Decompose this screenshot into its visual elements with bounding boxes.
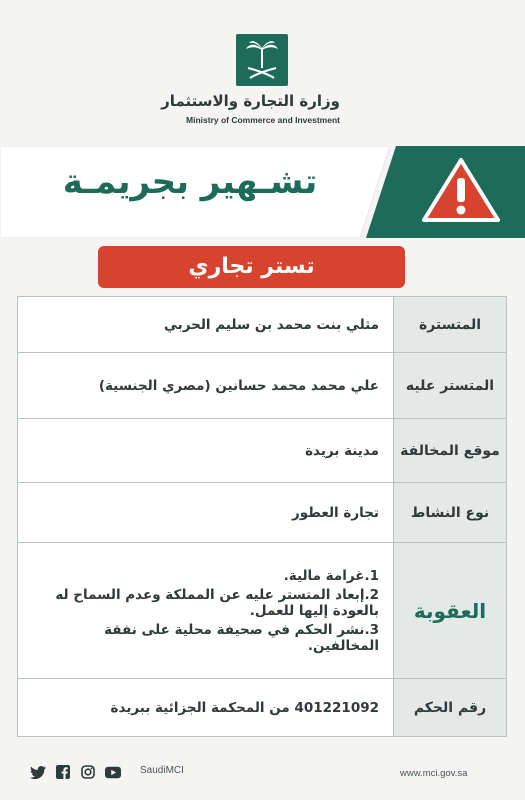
case-type-label: تستر تجاري [188,254,315,279]
concealed-person-value: علي محمد محمد حسانين (مصري الجنسية) [18,353,394,419]
twitter-icon[interactable] [30,765,46,779]
table-row [18,419,507,483]
activity-type-value: تجارة العطور [18,483,394,543]
concealer-value: مثلي بنت محمد بن سليم الحربي [18,297,394,353]
penalty-label: العقوبة [394,543,507,679]
instagram-icon[interactable] [80,765,96,779]
youtube-icon[interactable] [105,765,121,779]
violation-details-table [17,296,507,737]
ministry-name-english: Ministry of Commerce and Investment [186,115,340,125]
verdict-number-value: 401221092 من المحكمة الجزائية ببريدة [18,679,394,737]
violation-location-value: مدينة بريدة [18,419,394,483]
palm-swords-emblem-icon [236,34,288,86]
concealed-person-label: المتستر عليه [394,353,507,419]
table-row [18,353,507,419]
concealer-label: المتسترة [394,297,507,353]
social-icons [30,764,121,780]
banner-title: تشـهير بجريمـة [62,162,318,202]
table-row [18,679,507,737]
penalty-item: 1.غرامة مالية. [283,567,379,584]
website-link[interactable]: www.mci.gov.sa [400,768,468,779]
ministry-logo [236,34,288,86]
activity-type-label: نوع النشاط [394,483,507,543]
warning-triangle-icon [420,156,502,224]
ministry-name-arabic: وزارة التجارة والاستثمار [161,92,340,110]
table-row [18,483,507,543]
table-row [18,297,507,353]
table-row [18,543,507,679]
penalty-item: 3.نشر الحكم في صحيفة محلية على نفقة المخالفين. [104,621,379,654]
facebook-icon[interactable] [55,765,71,779]
social-handle[interactable]: SaudiMCI [140,765,184,776]
violation-location-label: موقع المخالفة [394,419,507,483]
penalty-list [18,543,394,679]
verdict-number-label: رقم الحكم [394,679,507,737]
penalty-item: 2.إبعاد المتستر عليه عن المملكة وعدم السماح له بالعودة إليها للعمل. [55,586,379,619]
